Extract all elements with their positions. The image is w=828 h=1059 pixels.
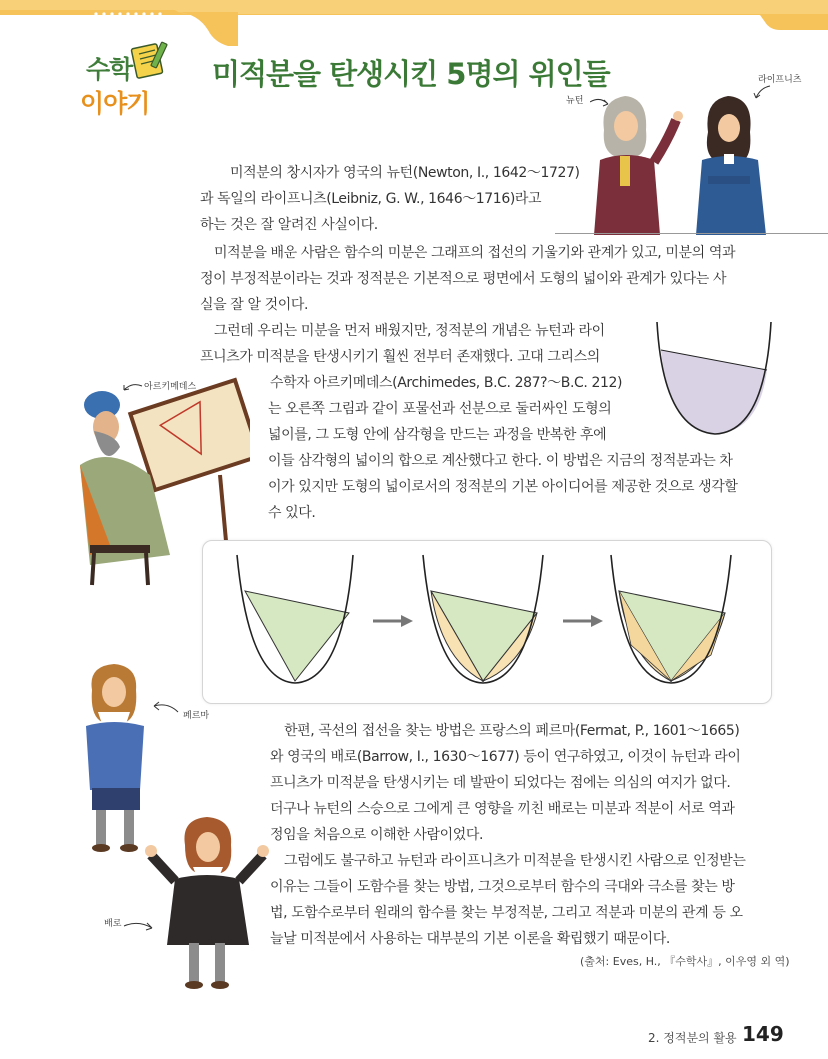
barrow-illustration <box>145 815 270 995</box>
paragraph-tangent <box>270 718 775 848</box>
text-line: 이가 있지만 도형의 넓이로서의 정적분의 기본 아이디어를 제공한 것으로 생각할 <box>268 479 738 495</box>
text-line: 미적분의 창시자가 영국의 뉴턴(Newton, I., 1642～1727) <box>230 165 580 181</box>
notebook-pencil-icon <box>128 38 172 82</box>
text-line: 한편, 곡선의 접선을 찾는 방법은 프랑스의 페르마(Fermat, P., 1601～1665) <box>284 723 740 739</box>
text-line: 법, 도함수로부터 원래의 함수를 찾는 부정적분, 그리고 적분과 미분의 관계 등 오 <box>270 905 743 921</box>
parabola-step-1 <box>237 555 353 683</box>
label-newton: 뉴턴 <box>566 96 584 106</box>
newton-leibniz-illustration <box>580 70 780 235</box>
text-line: 실을 잘 알 것이다. <box>200 297 309 313</box>
text-line: 와 영국의 배로(Barrow, I., 1630～1677) 등이 연구하였고, 이것이 뉴턴과 라이 <box>270 749 741 765</box>
label-barrow: 배로 <box>104 919 122 929</box>
paragraph-conclusion <box>270 848 775 952</box>
text-line: 넓이를, 그 도형 안에 삼각형을 만드는 과정을 반복한 후에 <box>268 427 607 443</box>
text-line: 프니츠가 미적분을 탄생시키는 데 발판이 되었다는 점에는 의심의 여지가 없다. <box>270 775 731 791</box>
page-title: 미적분을 탄생시킨 5명의 위인들 <box>212 57 610 91</box>
arrow-icon <box>120 380 144 394</box>
text-line: 늘날 미적분에서 사용하는 대부분의 기본 이론을 확립했기 때문이다. <box>270 931 670 947</box>
text-line: 정이 부정적분이라는 것과 정적분은 기본적으로 평면에서 도형의 넓이와 관계가 있다는 사 <box>200 271 727 287</box>
label-archimedes: 아르키메데스 <box>144 382 197 392</box>
text-line: 더구나 뉴턴의 스승으로 그에게 큰 영향을 끼친 배로는 미분과 적분이 서로 역과 <box>270 801 735 817</box>
arrow-icon <box>150 700 180 716</box>
arrow-right-icon <box>373 615 413 627</box>
text-line: 그럼에도 불구하고 뉴턴과 라이프니츠가 미적분을 탄생시킨 사람으로 인정받는 <box>284 853 746 869</box>
text-line: 미적분을 배운 사람은 함수의 미분은 그래프의 접선의 기울기와 관계가 있고, 미분의 역과 <box>214 245 736 261</box>
parabola-segment-figure <box>655 320 775 440</box>
text-line: 그런데 우리는 미분을 먼저 배웠지만, 정적분의 개념은 뉴턴과 라이 <box>214 323 605 339</box>
paragraph-history-part1 <box>200 318 650 370</box>
text-line: 이유는 그들이 도함수를 찾는 방법, 그것으로부터 함수의 극대와 극소를 찾는 방 <box>270 879 735 895</box>
label-fermat: 페르마 <box>183 711 210 721</box>
paragraph-calculus <box>200 240 772 318</box>
badge-title-math: 수학 <box>86 55 133 84</box>
text-line: 는 오른쪽 그림과 같이 포물선과 선분으로 둘러싸인 도형의 <box>268 401 612 417</box>
text-line: 수 있다. <box>268 505 316 521</box>
footer-section-label: 2. 정적분의 활용 <box>648 1031 737 1045</box>
banner-curve <box>0 0 828 40</box>
arrow-icon <box>122 918 158 934</box>
text-line: 프니츠가 미적분을 탄생시키기 훨씬 전부터 존재했다. 고대 그리스의 <box>200 349 600 365</box>
text-line: 과 독일의 라이프니츠(Leibniz, G. W., 1646～1716)라고 <box>200 191 542 207</box>
paragraph-intro <box>200 160 580 238</box>
label-leibniz: 라이프니츠 <box>758 75 802 85</box>
parabola-step-3 <box>611 555 731 683</box>
text-line: 이들 삼각형의 넓이의 합으로 계산했다고 한다. 이 방법은 지금의 정적분과는 차 <box>268 453 733 469</box>
arrow-icon <box>752 84 774 100</box>
page-number: 149 <box>742 1022 784 1046</box>
badge-title-story: 이야기 <box>80 89 150 118</box>
text-line: 수학자 아르키메데스(Archimedes, B.C. 287?～B.C. 212) <box>270 375 623 391</box>
archimedes-triangles-figure <box>202 540 772 704</box>
divider-line <box>555 233 828 234</box>
arrow-icon <box>590 96 612 110</box>
arrow-right-icon <box>563 615 603 627</box>
text-line: 하는 것은 잘 알려진 사실이다. <box>200 217 378 233</box>
text-line: 정임을 처음으로 이해한 사람이었다. <box>270 827 484 843</box>
source-citation: (출처: Eves, H., 『수학사』, 이우영 외 역) <box>580 955 790 968</box>
parabola-step-2 <box>423 555 543 683</box>
